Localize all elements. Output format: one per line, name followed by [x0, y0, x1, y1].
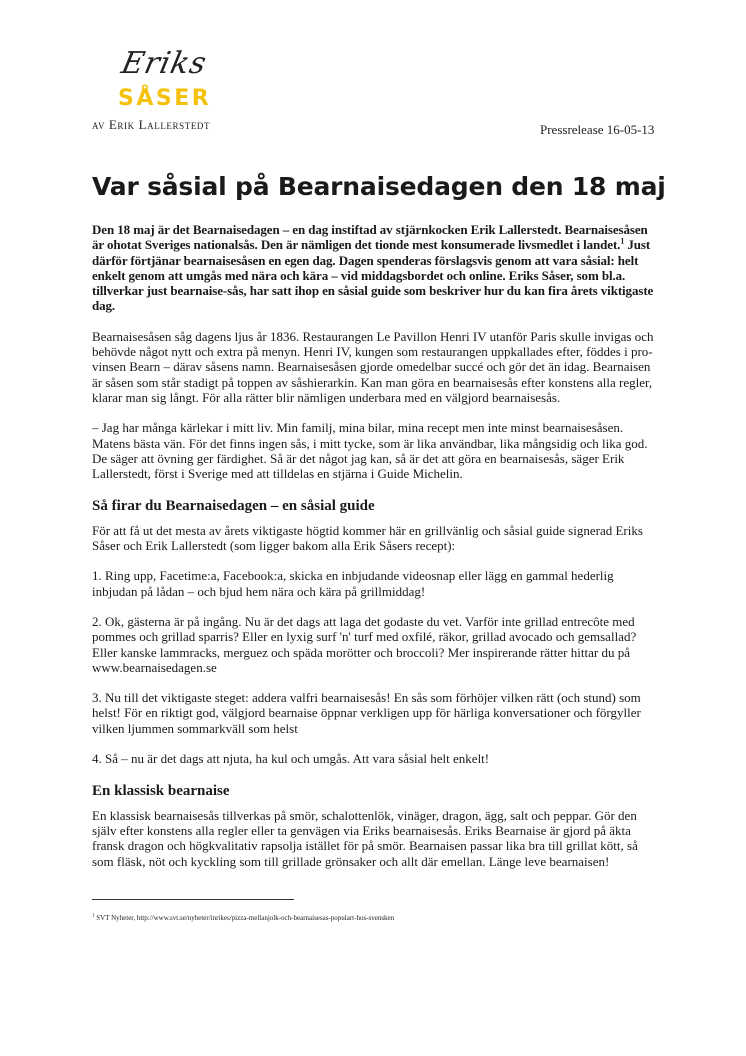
article-body: [92, 222, 654, 884]
guide-step-4: 4. Så – nu är det dags att njuta, ha kul och umgås. Att vara såsial helt enkelt!: [92, 751, 490, 767]
lead-paragraph: [92, 222, 654, 314]
logo-script-eriks: Eriks: [118, 46, 211, 81]
paragraph-quote: – Jag har många kärlekar i mitt liv. Min familj, mina bilar, mina recept men inte minst bearnaisesåsen. Matens bästa vän. För det finns ingen sås, i mitt tycke, som är lika användbar, lika mångsidig och lika god. De säger att övning ger färdighet. Så är det något jag kan, så är det att göra en bearnaisesås, säger Erik Lallerstedt, först i Sverige med att tilldelas en stjärna i Guide Michelin.: [92, 420, 648, 482]
logo-brand-saser: SÅSER: [118, 86, 212, 111]
guide-step-2: 2. Ok, gästerna är på ingång. Nu är det dags att laga det godaste du vet. Varför inte grillad entrecôte med pommes och grillad sparris? Eller en lyxig surf 'n' turf med oxfilé, räkor, grillad avocado och gemsallad? Eller kanske lammracks, merguez och späda morötter och broccoli? Mer inspirerande rätter hittar du på www.bearnaisedagen.se: [92, 613, 637, 675]
brand-logo: [92, 46, 242, 136]
paragraph-history: Bearnaisesåsen såg dagens ljus år 1836. Restaurangen Le Pavillon Henri IV utanför Paris skulle invigas och behövde något nytt och extra på menyn. Henri IV, kungen som restaurangen uppkallades efter, föddes i pro-vinsen Bearn – därav såsens namn. Bearnaisesåsen gjorde omedelbar succé och gör det än idag. Bearnaisen är såsen som står stadigt på toppen av såshierarkin. Kan man göra en bearnaisesås efter konstens alla regler, klarar man sig långt. För alla rätter blir nämligen underbara med en välgjord bearnaisesås.: [92, 328, 654, 405]
footnote-divider: [92, 899, 294, 900]
guide-step-3: 3. Nu till det viktigaste steget: addera valfri bearnaisesås! En sås som förhöjer vilken rätt (och stund) som helst! För en riktigt god, välgjord bearnaise öppnar verkligen upp för härliga konversationer och förgyller vilken ljummen sommarkväll som helst: [92, 690, 641, 736]
guide-heading: Så firar du Bearnaisedagen – en såsial guide: [92, 498, 375, 515]
press-release-date: Pressrelease 16-05-13: [540, 122, 655, 137]
footnote-text: SVT Nyheter, http://www.svt.se/nyheter/inrikes/pizza-mellanjolk-och-bearnaisesas-populart-hos-svensken: [94, 914, 395, 922]
footnote-ref: 1: [620, 236, 625, 246]
footnote: [92, 914, 394, 922]
lead-text-continued: Just därför förtjänar bearnaisesåsen en egen dag. Dagen spenderas förslagsvis genom att vara såsial: helt enkelt genom att umgås med nära och kära – vid middagsbordet och online. Eriks Såser, som bl.a. tillverkar just bearnaise-sås, har satt ihop en såsial guide som beskriver hur du kan fira årets viktigaste dag.: [92, 237, 654, 314]
classic-heading: En klassisk bearnaise: [92, 783, 230, 800]
logo-byline: av Erik Lallerstedt: [92, 117, 211, 132]
classic-paragraph: En klassisk bearnaisesås tillverkas på smör, schalottenlök, vinäger, dragon, ägg, salt och peppar. Gör den själv efter konstens alla regler eller ta genvägen via Eriks bearnaisesås. Eriks Bearnaise är gjord på äkta fransk dragon och högkvalitativ rapsolja istället för på smör. Bearnaisen passar lika bra till grillat kött, så som fläsk, nöt och kyckling som till grillade grönsaker och allt där emellan. Länge leve bearnaisen!: [92, 807, 638, 869]
guide-step-1: 1. Ring upp, Facetime:a, Facebook:a, skicka en inbjudande videosnap eller lägg en gammal hederlig inbjudan på lådan – och bjud hem nära och kära på grillmiddag!: [92, 568, 614, 599]
guide-intro: För att få ut det mesta av årets viktigaste högtid kommer här en grillvänlig och såsial guide signerad Eriks Såser och Erik Lallerstedt (som ligger bakom alla Erik Såsers recept):: [92, 522, 643, 554]
page-title: Var såsial på Bearnaisedagen den 18 maj: [92, 172, 666, 201]
lead-text: Den 18 maj är det Bearnaisedagen – en dag instiftad av stjärnkocken Erik Lallerstedt. Bearnaisesåsen är ohotat Sveriges nationalsås. Den är nämligen det tionde mest konsumerade livsmedlet i landet.: [92, 222, 648, 253]
footnote-mark: 1: [92, 913, 95, 919]
